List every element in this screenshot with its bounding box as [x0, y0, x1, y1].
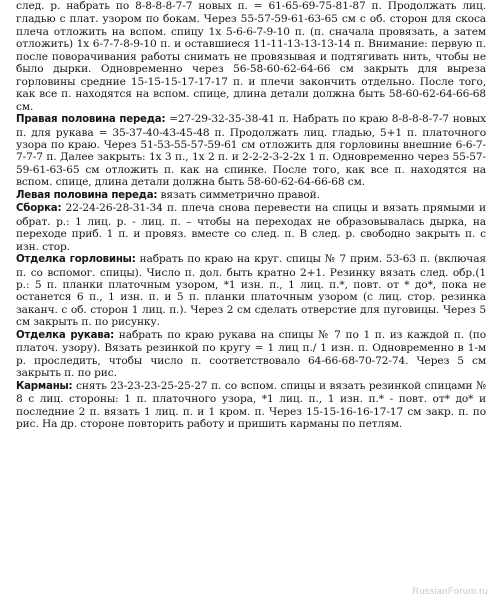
- section-text: след. р. набрать по 8-8-8-8-7-7 новых п. = 61-65-69-75-81-87 п. Продолжать лиц. гладью с плат. узором по бокам. Через 55-57-59-61-63-65 см с об. сторон для скоса плеча отложить на вспом. спицу 1х 5-6-6-7-9-10 п. (п. сначала провязать, а затем отложить) 1х 6-7-7-8-9-10 п. и оставшиеся 11-11-13-13-13-14 п. Внимание: первую п. после поворачивания работы снимать не провязывая и подтягивать нить, чтобы не было дырки. Одновременно через 56-58-60-62-64-66 см закрыть для выреза горловины средние 15-15-15-17-17-17 п. и плечи закончить отдельно. После того, как все п. находятся на вспом. спице, длина детали должна быть 58-60-62-64-66-68 см.: [16, 0, 486, 113]
- section-heading: Карманы:: [16, 380, 73, 392]
- paragraph-neckline-finish: [16, 253, 486, 329]
- paragraph-sleeve-finish: [16, 329, 486, 380]
- section-text: вязать симметрично правой.: [157, 188, 320, 201]
- section-heading: Левая половина переда:: [16, 189, 158, 201]
- pattern-document: [16, 0, 486, 430]
- section-text: набрать по краю рукава на спицы № 7 по 1 п. из каждой п. (по платоч. узору). Вязать резинкой по кругу = 1 лиц п./ 1 изн. п. Одновременно в 1-м р. проследить, чтобы число п. соответствовало 64-66-68-70-72-74. Через 5 см закрыть п. по рис.: [16, 328, 486, 380]
- section-heading: Сборка:: [16, 203, 62, 215]
- section-text: снять 23-23-23-25-25-27 п. со вспом. спицы и вязать резинкой спицами № 8 с лиц. стороны: 1 п. платочного узора, *1 лиц. п., 1 изн. п.* - повт. от* до* и последние 2 п. вязать 1 лиц. п. и 1 кром. п. Через 15-15-16-16-17-17 см закр. п. по рис. На др. стороне повторить работу и пришить карманы по петлям.: [16, 379, 486, 430]
- paragraph-assembly: [16, 202, 486, 253]
- watermark: RussianForum.ru: [412, 586, 488, 597]
- section-text: =27-29-32-35-38-41 п. Набрать по краю 8-8-8-8-7-7 новых п. для рукава = 35-37-40-43-45-48 п. Продолжать лиц. гладью, 5+1 п. платочного узора по краю. Через 51-53-55-57-59-61 см отложить для горловины внешние 6-6-7-7-7-7 п. Далее закрыть: 1х 3 п., 1х 2 п. и 2-2-2-3-2-2х 1 п. Одновременно через 55-57-59-61-63-65 см отложить п. как на спинке. После того, как все п. находятся на вспом. спице, длина детали должна быть 58-60-62-64-66-68 см.: [16, 113, 487, 189]
- paragraph-back-shoulders: [16, 0, 486, 113]
- section-text: 22-24-26-28-31-34 п. плеча снова перевести на спицы и вязать прямыми и обрат. р.: 1 лиц. р. - лиц. п. – чтобы на переходах не образовывалась дырка, на переходе приб. 1 п. и провяз. вместе со след. п. В след. р. свободно закрыть п. с изн. стор.: [16, 202, 486, 253]
- paragraph-left-front: [16, 189, 486, 202]
- paragraph-pockets: [16, 380, 486, 431]
- section-text: набрать по краю на круг. спицы № 7 прим. 53-63 п. (включая п. со вспомог. спицы). Число п. дол. быть кратно 2+1. Резинку вязать след. обр.(1 р.: 5 п. планки платочным узором, *1 изн. п., 1 лиц. п.*, повт. от * до*, пока не останется 6 п., 1 изн. п. и 5 п. планки платочным узором (с лиц. стор. резинка заканч. с об. сторон 1 лиц. п.). Через 2 см сделать отверстие для пуговицы. Через 5 см закрыть п. по рисунку.: [16, 253, 486, 329]
- paragraph-right-front: [16, 113, 486, 189]
- section-heading: Отделка рукава:: [16, 329, 115, 341]
- section-heading: Отделка горловины:: [16, 254, 136, 266]
- section-heading: Правая половина переда:: [16, 114, 166, 126]
